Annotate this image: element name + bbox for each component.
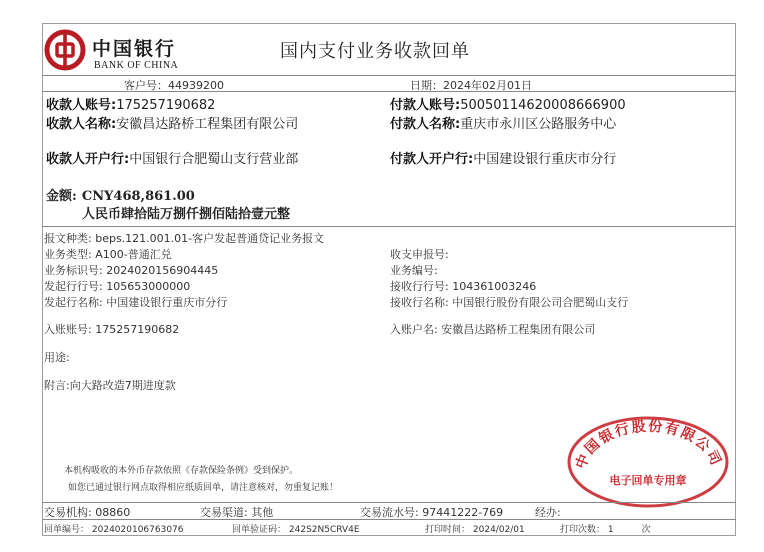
- trade-serial: 交易流水号: 97441222-769: [360, 506, 504, 519]
- divider: [42, 519, 736, 520]
- bank-name-cn: 中国银行: [92, 38, 177, 60]
- payee-account: 收款人账号:175257190682: [46, 98, 216, 113]
- trade-institution: 交易机构: 08860: [44, 506, 131, 519]
- bank-of-china-logo-icon: [44, 29, 86, 71]
- origin-bank-name: 发起行名称: 中国建设银行重庆市分行: [44, 296, 228, 309]
- payer-bank: 付款人开户行:中国建设银行重庆市分行: [390, 152, 617, 167]
- business-type: 业务类型: A100-普通汇兑: [44, 248, 172, 261]
- payer-account: 付款人账号:50050114620008666900: [390, 98, 626, 113]
- bank-name-en: BANK OF CHINA: [94, 60, 179, 71]
- receipt-no: 回单编号： 2024020106763076: [44, 525, 184, 535]
- page-title: 国内支付业务收款回单: [280, 41, 470, 62]
- business-id: 业务标识号: 2024020156904445: [44, 264, 219, 277]
- receipt-date: 日期：2024年02月01日: [410, 79, 532, 92]
- seal-purpose: 电子回单专用章: [609, 474, 687, 487]
- verify-code: 回单验证码： 242S2N5CRV4E: [232, 525, 360, 535]
- divider: [42, 226, 736, 227]
- handler: 经办:: [535, 506, 561, 519]
- entry-account: 入账账号: 175257190682: [44, 323, 180, 336]
- seal-bank-name: 中国银行股份有限公司: [572, 418, 725, 472]
- deposit-insurance-notice: 本机构吸收的本外币存款依照《存款保险条例》受到保护。: [64, 466, 299, 476]
- payee-bank: 收款人开户行:中国银行合肥蜀山支行营业部: [46, 152, 299, 167]
- message-type: 报文种类: beps.121.001.01-客户发起普通贷记业务报文: [44, 232, 325, 245]
- payee-name: 收款人名称:安徽昌达路桥工程集团有限公司: [46, 117, 299, 132]
- entry-name: 入账户名: 安徽昌达路桥工程集团有限公司: [390, 323, 596, 336]
- remark: 附言:向大路改造7期进度款: [44, 379, 176, 392]
- business-no: 业务编号:: [390, 264, 438, 277]
- purpose: 用途:: [44, 351, 70, 364]
- divider: [42, 75, 736, 76]
- amount: 金额: CNY468,861.00: [46, 189, 195, 204]
- svg-text:中国银行股份有限公司: [572, 418, 725, 472]
- origin-bank-no: 发起行行号: 105653000000: [44, 280, 191, 293]
- duplicate-entry-notice: 如您已通过银行网点取得相应纸质回单，请注意核对，勿重复记账！: [68, 483, 339, 493]
- receiving-bank-no: 接收行行号: 104361003246: [390, 280, 537, 293]
- declaration-no: 收支申报号:: [390, 248, 449, 261]
- divider: [42, 502, 736, 503]
- receiving-bank-name: 接收行名称: 中国银行股份有限公司合肥蜀山支行: [390, 296, 629, 309]
- customer-no: 客户号：44939200: [124, 79, 224, 92]
- trade-channel: 交易渠道: 其他: [200, 506, 274, 519]
- payer-name: 付款人名称:重庆市永川区公路服务中心: [390, 117, 617, 132]
- print-time: 打印时间： 2024/02/01: [425, 525, 525, 535]
- divider: [42, 91, 736, 92]
- print-count: 打印次数： 1 次: [560, 525, 651, 535]
- amount-in-words: 人民币肆拾陆万捌仟捌佰陆拾壹元整: [82, 207, 291, 222]
- electronic-receipt-seal-icon: [565, 412, 731, 510]
